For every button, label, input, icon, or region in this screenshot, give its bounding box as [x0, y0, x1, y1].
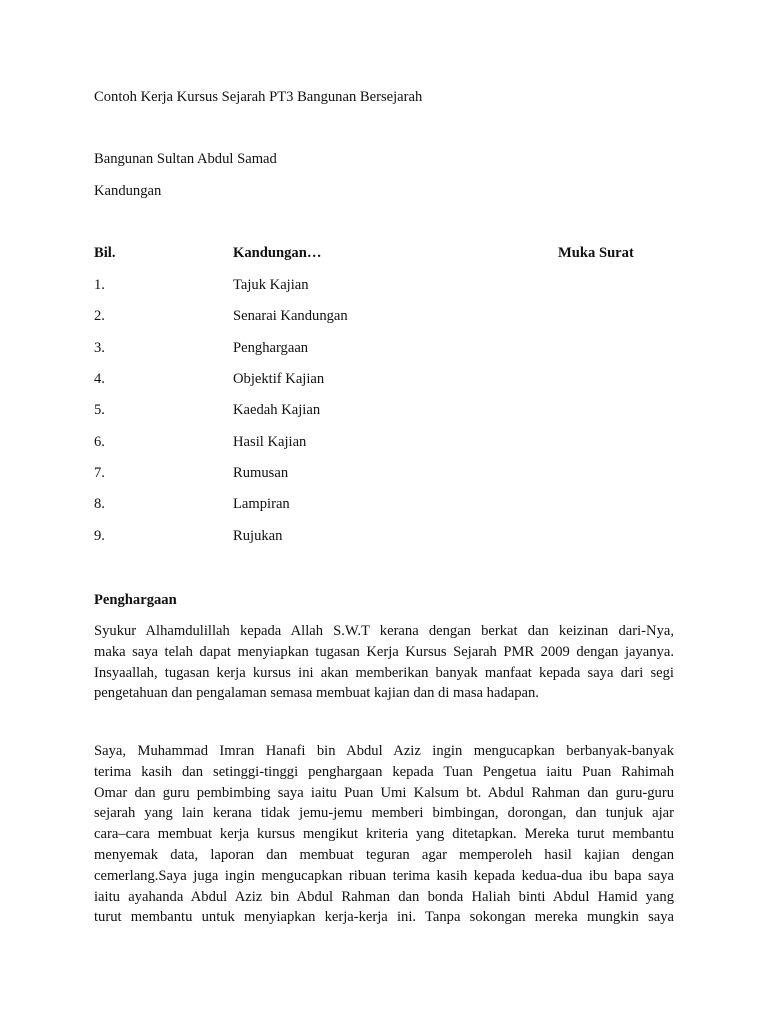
toc-header-page: Muka Surat — [558, 245, 634, 261]
toc-row — [94, 401, 674, 419]
toc-header-number: Bil. — [94, 245, 116, 261]
toc-row-title: Tajuk Kajian — [233, 277, 309, 293]
toc-row-title: Penghargaan — [233, 340, 309, 356]
toc-row-number: 4. — [94, 371, 105, 387]
toc-row-title: Rujukan — [233, 528, 283, 544]
paragraph-line: Insyaallah, tugasan kerja kursus ini akan memberikan banyak manfaat kepada saya dari segi — [94, 664, 674, 681]
toc-row-number: 5. — [94, 402, 105, 418]
toc-row-number: 6. — [94, 434, 105, 450]
toc-row-number: 8. — [94, 496, 105, 512]
toc-row — [94, 433, 674, 451]
toc-row-number: 1. — [94, 277, 105, 293]
acknowledgement-heading: Penghargaan — [94, 592, 177, 608]
toc-header-title: Kandungan… — [233, 245, 322, 261]
paragraph-line: turut membantu untuk menyiapkan kerja-kerja ini. Tanpa sokongan mereka mungkin saya — [94, 909, 674, 926]
toc-row — [94, 495, 674, 513]
toc-row-number: 9. — [94, 528, 105, 544]
toc-row-title: Rumusan — [233, 465, 289, 481]
toc-row-title: Senarai Kandungan — [233, 308, 348, 324]
paragraph-line: maka saya telah dapat menyiapkan tugasan Kerja Kursus Sejarah PMR 2009 dengan jayanya. — [94, 643, 674, 660]
contents-label: Kandungan — [94, 183, 162, 199]
paragraph-line: sejarah yang lain kerana tidak jemu-jemu memberi bimbingan, dorongan, dan tunjuk ajar — [94, 805, 674, 822]
paragraph-line: Syukur Alhamdulillah kepada Allah S.W.T kerana dengan berkat dan keizinan dari-Nya, — [94, 623, 674, 639]
toc-row-title: Kaedah Kajian — [233, 402, 321, 418]
document-subject: Bangunan Sultan Abdul Samad — [94, 151, 277, 167]
acknowledgement-paragraph-2 — [94, 741, 674, 928]
toc-row — [94, 339, 674, 357]
paragraph-line: menyemak data, laporan dan membuat teguran agar memperoleh hasil kajian dengan — [94, 846, 674, 863]
toc-row — [94, 464, 674, 482]
document-page — [94, 0, 674, 1024]
paragraph-line: Omar dan guru pembimbing saya iaitu Puan Umi Kalsum bt. Abdul Rahman dan guru-guru — [94, 784, 674, 801]
toc-row — [94, 276, 674, 294]
toc-row — [94, 527, 674, 545]
toc-header-row — [94, 244, 674, 262]
toc-row-title: Objektif Kajian — [233, 371, 325, 387]
toc-row-number: 2. — [94, 308, 105, 324]
paragraph-line: Saya, Muhammad Imran Hanafi bin Abdul Aziz ingin mengucapkan berbanyak-banyak — [94, 743, 674, 759]
paragraph-line: terima kasih dan setinggi-tinggi penghargaan kepada Tuan Pengetua iaitu Puan Rahimah — [94, 763, 674, 780]
toc-row — [94, 370, 674, 388]
paragraph-line: iaitu ayahanda Abdul Aziz bin Abdul Rahman dan bonda Haliah binti Abdul Hamid yang — [94, 888, 674, 905]
document-heading: Contoh Kerja Kursus Sejarah PT3 Bangunan Bersejarah — [94, 89, 423, 105]
toc-row-title: Hasil Kajian — [233, 434, 307, 450]
toc-row-number: 7. — [94, 465, 105, 481]
paragraph-line: cara–cara membuat kerja kursus mengikut kriteria yang ditetapkan. Mereka turut membantu — [94, 826, 674, 843]
acknowledgement-paragraph-1 — [94, 621, 674, 704]
toc-row — [94, 307, 674, 325]
toc-row-number: 3. — [94, 340, 105, 356]
paragraph-line: pengetahuan dan pengalaman semasa membuat kajian dan di masa hadapan. — [94, 685, 539, 702]
toc-row-title: Lampiran — [233, 496, 290, 512]
paragraph-line: cemerlang.Saya juga ingin mengucapkan ribuan terima kasih kepada kedua-dua ibu bapa saya — [94, 867, 674, 884]
